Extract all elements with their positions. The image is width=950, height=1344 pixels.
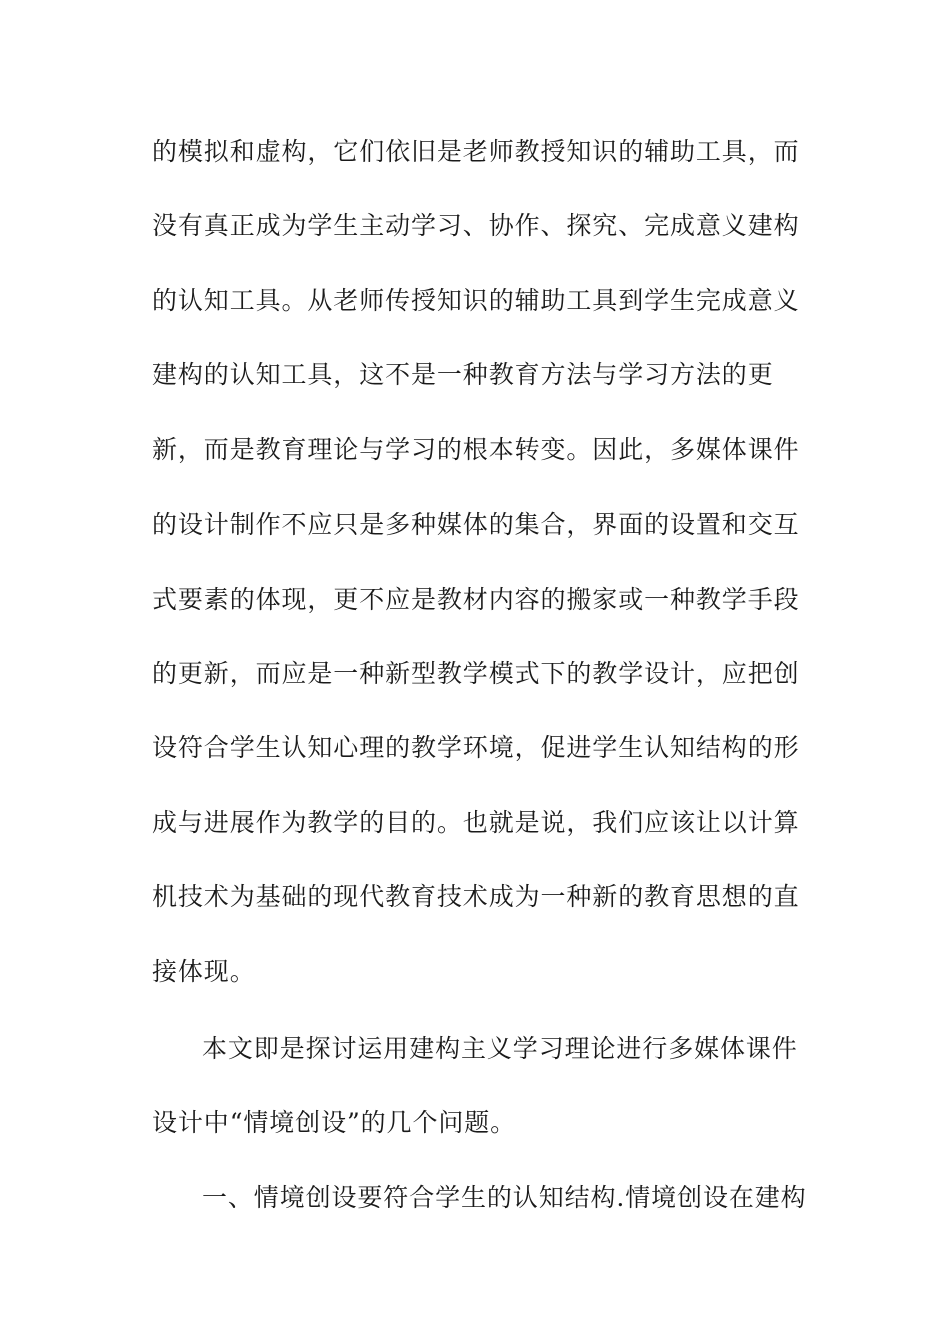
paragraph-line: 的模拟和虚构，它们依旧是老师教授知识的辅助工具，而 [152, 137, 800, 166]
paragraph-line: 机技术为基础的现代教育技术成为一种新的教育思想的直 [152, 882, 800, 911]
paragraph-line: 没有真正成为学生主动学习、协作、探究、完成意义建构 [152, 211, 800, 240]
paragraph-line: 设计中“情境创设”的几个问题。 [152, 1108, 517, 1137]
paragraph-line: 接体现。 [152, 957, 256, 986]
paragraph-line: 本文即是探讨运用建构主义学习理论进行多媒体课件 [202, 1034, 798, 1063]
paragraph-line: 的认知工具。从老师传授知识的辅助工具到学生完成意义 [152, 286, 800, 315]
paragraph-line: 新，而是教育理论与学习的根本转变。因此，多媒体课件 [152, 435, 800, 464]
section-heading-line: 一、情境创设要符合学生的认知结构.情境创设在建构 [202, 1183, 807, 1212]
paragraph-line: 设符合学生认知心理的教学环境，促进学生认知结构的形 [152, 733, 800, 762]
paragraph-line: 式要素的体现，更不应是教材内容的搬家或一种教学手段 [152, 585, 800, 614]
paragraph-line: 的设计制作不应只是多种媒体的集合，界面的设置和交互 [152, 510, 800, 539]
paragraph-line: 的更新，而应是一种新型教学模式下的教学设计，应把创 [152, 659, 800, 688]
paragraph-line: 建构的认知工具，这不是一种教育方法与学习方法的更 [152, 360, 774, 389]
paragraph-line: 成与进展作为教学的目的。也就是说，我们应该让以计算 [152, 808, 800, 837]
